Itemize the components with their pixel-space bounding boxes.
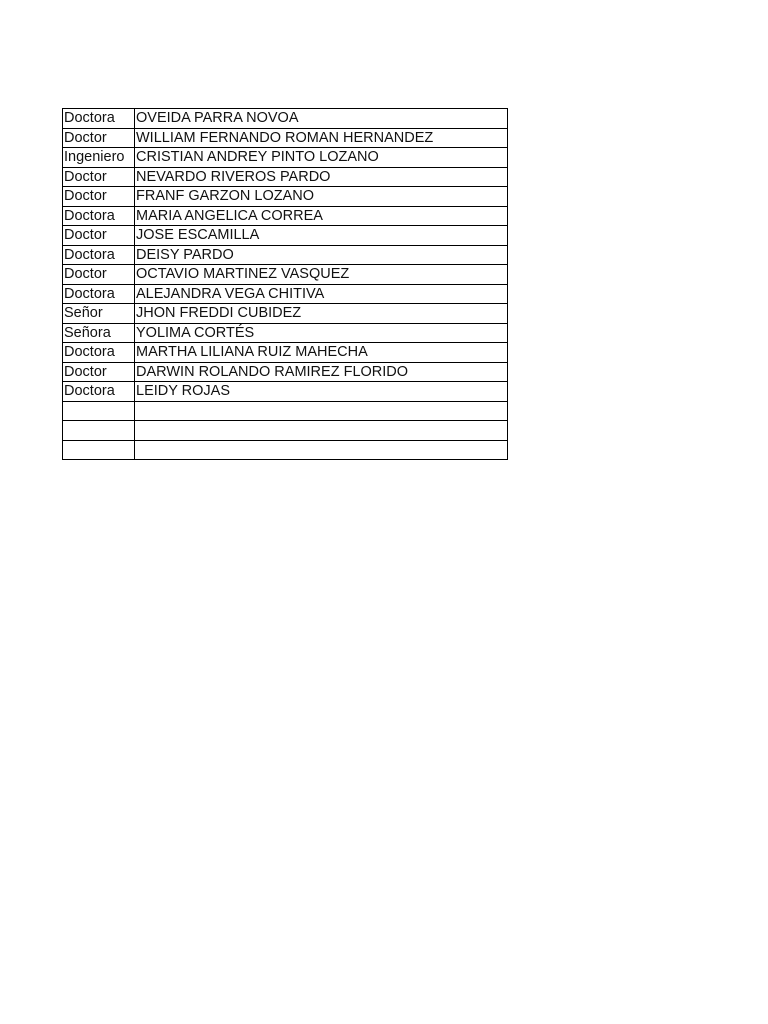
table-row xyxy=(63,421,508,441)
table-row xyxy=(63,128,508,148)
title-cell[interactable]: Señora xyxy=(63,323,135,343)
table-row xyxy=(63,167,508,187)
title-cell[interactable]: Doctora xyxy=(63,382,135,402)
title-cell[interactable] xyxy=(63,440,135,460)
contacts-table-body xyxy=(63,109,508,460)
name-cell[interactable]: JHON FREDDI CUBIDEZ xyxy=(135,304,508,324)
title-cell[interactable]: Doctor xyxy=(63,167,135,187)
table-row xyxy=(63,265,508,285)
table-row xyxy=(63,323,508,343)
name-cell[interactable]: CRISTIAN ANDREY PINTO LOZANO xyxy=(135,148,508,168)
table-row xyxy=(63,304,508,324)
title-cell[interactable]: Doctora xyxy=(63,343,135,363)
table-row xyxy=(63,284,508,304)
table-row xyxy=(63,245,508,265)
name-cell[interactable]: LEIDY ROJAS xyxy=(135,382,508,402)
title-cell[interactable]: Doctor xyxy=(63,187,135,207)
table-row xyxy=(63,206,508,226)
name-cell[interactable]: NEVARDO RIVEROS PARDO xyxy=(135,167,508,187)
title-cell[interactable]: Doctora xyxy=(63,206,135,226)
title-cell[interactable]: Doctor xyxy=(63,362,135,382)
name-cell[interactable]: WILLIAM FERNANDO ROMAN HERNANDEZ xyxy=(135,128,508,148)
table-row xyxy=(63,362,508,382)
title-cell[interactable]: Doctor xyxy=(63,128,135,148)
name-cell[interactable]: ALEJANDRA VEGA CHITIVA xyxy=(135,284,508,304)
table-row xyxy=(63,343,508,363)
title-cell[interactable]: Doctora xyxy=(63,245,135,265)
table-row xyxy=(63,187,508,207)
table-row xyxy=(63,401,508,421)
title-cell[interactable]: Doctor xyxy=(63,265,135,285)
name-cell[interactable]: OVEIDA PARRA NOVOA xyxy=(135,109,508,129)
name-cell[interactable]: YOLIMA CORTÉS xyxy=(135,323,508,343)
name-cell[interactable] xyxy=(135,421,508,441)
contacts-table xyxy=(62,108,508,460)
title-cell[interactable]: Doctor xyxy=(63,226,135,246)
name-cell[interactable]: MARTHA LILIANA RUIZ MAHECHA xyxy=(135,343,508,363)
title-cell[interactable] xyxy=(63,421,135,441)
name-cell[interactable]: JOSE ESCAMILLA xyxy=(135,226,508,246)
name-cell[interactable]: OCTAVIO MARTINEZ VASQUEZ xyxy=(135,265,508,285)
name-cell[interactable] xyxy=(135,440,508,460)
title-cell[interactable]: Señor xyxy=(63,304,135,324)
name-cell[interactable]: FRANF GARZON LOZANO xyxy=(135,187,508,207)
name-cell[interactable]: MARIA ANGELICA CORREA xyxy=(135,206,508,226)
title-cell[interactable]: Ingeniero xyxy=(63,148,135,168)
table-row xyxy=(63,440,508,460)
table-row xyxy=(63,148,508,168)
title-cell[interactable]: Doctora xyxy=(63,284,135,304)
table-row xyxy=(63,109,508,129)
table-row xyxy=(63,226,508,246)
title-cell[interactable] xyxy=(63,401,135,421)
title-cell[interactable]: Doctora xyxy=(63,109,135,129)
name-cell[interactable]: DARWIN ROLANDO RAMIREZ FLORIDO xyxy=(135,362,508,382)
table-row xyxy=(63,382,508,402)
name-cell[interactable] xyxy=(135,401,508,421)
name-cell[interactable]: DEISY PARDO xyxy=(135,245,508,265)
